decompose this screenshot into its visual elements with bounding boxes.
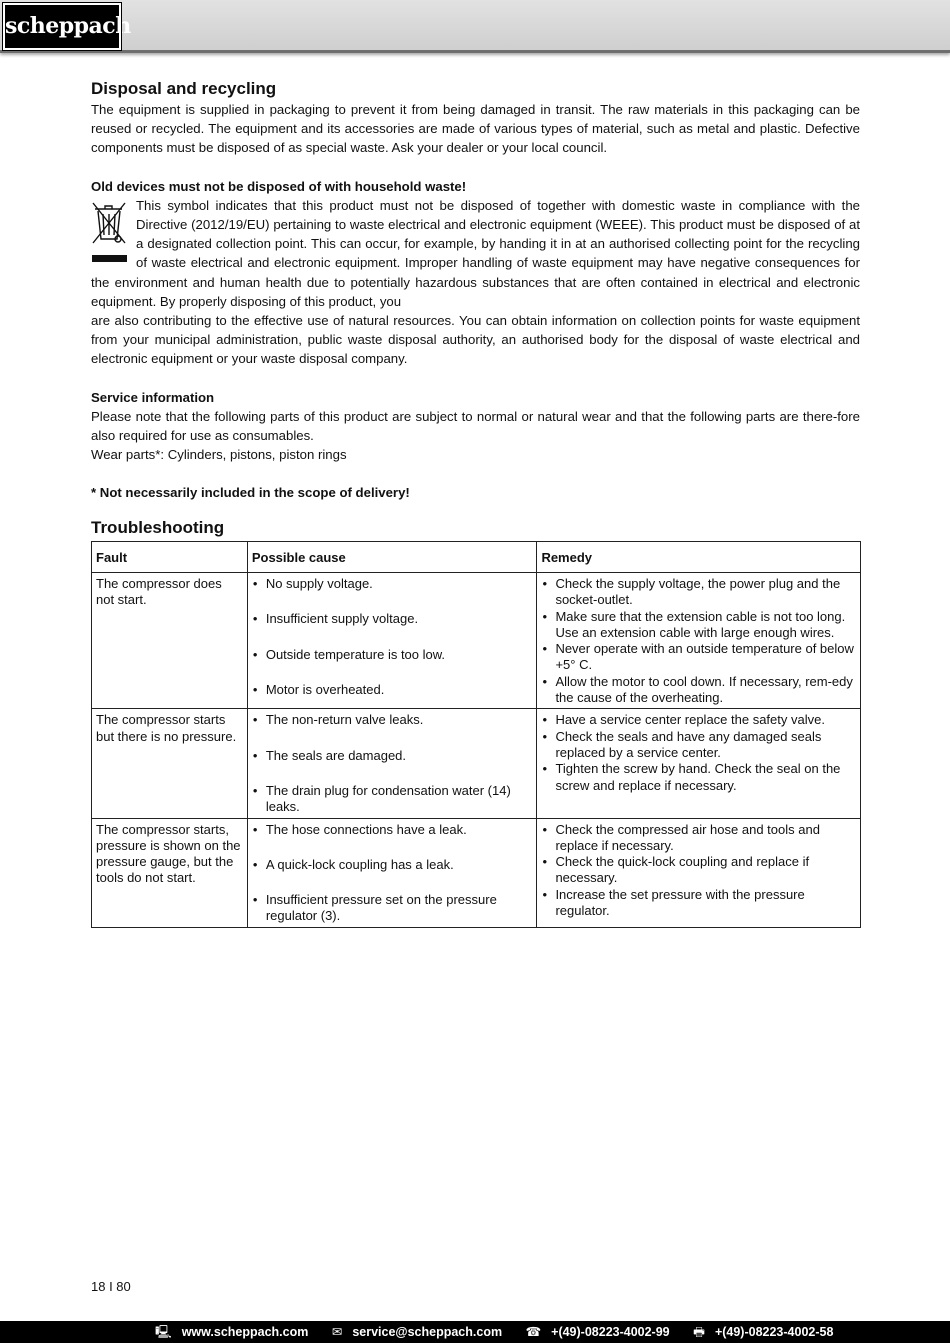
fault-cell: The compressor starts but there is no pressure.	[92, 709, 248, 818]
service-paragraph: Please note that the following parts of this product are subject to normal or natural wear and that the following parts are there-fore also required for use as consumables.	[91, 408, 860, 444]
wear-parts: Wear parts*: Cylinders, pistons, piston rings	[91, 447, 347, 463]
disposal-title: Disposal and recycling	[91, 79, 277, 98]
remedy-item: • Check the quick-lock coupling and replace if necessary.	[541, 854, 856, 887]
service-heading: Service information	[91, 389, 215, 405]
weee-text-continued: are also contributing to the effective use of natural resources. You can obtain information on collection points for waste equipment from your municipal administration, public waste disposal authority, an authorised body for the disposal of waste electrical and electronic equipment or your waste disposal company.	[91, 313, 860, 367]
delivery-note: * Not necessarily included in the scope of delivery!	[91, 485, 410, 501]
remedy-cell	[537, 572, 861, 708]
remedy-cell	[537, 709, 861, 818]
footer-bar	[0, 1321, 950, 1343]
cause-item: • The hose connections have a leak.	[252, 822, 533, 838]
phone-icon: ☎	[525, 1325, 542, 1339]
cause-item: • A quick-lock coupling has a leak.	[252, 857, 533, 873]
table-row	[92, 709, 861, 818]
remedy-item: • Check the compressed air hose and tools and replace if necessary.	[541, 822, 856, 855]
table-header-row	[92, 541, 861, 572]
cause-cell	[247, 818, 537, 927]
crossed-out-wheelie-bin-icon	[91, 196, 128, 263]
troubleshooting-table	[91, 541, 861, 928]
fax-icon: 🖶	[693, 1325, 705, 1339]
remedy-item: • Never operate with an outside temperature of below +5° C.	[541, 641, 856, 674]
footer-phone: +(49)-08223-4002-99	[551, 1325, 670, 1339]
cause-item: • Insufficient pressure set on the pressure regulator (3).	[252, 892, 533, 925]
cause-item: • No supply voltage.	[252, 576, 533, 592]
footer-website-link[interactable]: www.scheppach.com	[181, 1325, 309, 1339]
column-header-remedy: Remedy	[537, 541, 861, 572]
scheppach-logo: scheppach	[3, 3, 121, 50]
disposal-paragraph: The equipment is supplied in packaging to prevent it from being damaged in transit. The raw materials in this packaging can be reused or recycled. The equipment and its accessories are made of various types of material, such as metal and plastic. Defective components must be disposed of as special waste. Ask your dealer or your local council.	[91, 102, 860, 156]
page-number: 18 I 80	[91, 1279, 131, 1294]
email-icon: ✉	[331, 1325, 343, 1339]
cause-item: • The drain plug for condensation water (14) leaks.	[252, 783, 533, 816]
troubleshooting-title: Troubleshooting	[91, 517, 225, 537]
footer-fax: +(49)-08223-4002-58	[714, 1325, 834, 1339]
old-devices-heading: Old devices must not be disposed of with household waste!	[91, 178, 467, 194]
cause-cell	[247, 709, 537, 818]
column-header-cause: Possible cause	[247, 541, 537, 572]
fault-cell: The compressor does not start.	[92, 572, 248, 708]
footer-email-link[interactable]: service@scheppach.com	[352, 1325, 503, 1339]
table-row	[92, 818, 861, 927]
weee-text: This symbol indicates that this product must not be disposed of together with domestic waste in compliance with the Directive (2012/19/EU) pertaining to waste electrical and electronic equipment (WEEE). This product must be disposed of at a designated collection point. This can occur, for example, by handing it in at an authorised collecting point for the recycling of waste electrical and electronic equipment. Improper handling of waste equipment may have negative consequences for the environment and human health due to potentially hazardous substances that are often contained in electrical and electronic equipment. By properly disposing of this product, you	[91, 197, 860, 309]
cause-item: • Motor is overheated.	[252, 682, 533, 698]
column-header-fault: Fault	[92, 541, 248, 572]
remedy-item: • Allow the motor to cool down. If necessary, rem-edy the cause of the overheating.	[541, 674, 856, 707]
remedy-item: • Make sure that the extension cable is not too long. Use an extension cable with large enough wires.	[541, 609, 856, 642]
page-content	[91, 78, 860, 928]
cause-item: • The seals are damaged.	[252, 748, 533, 764]
computer-icon: 🖳	[155, 1325, 172, 1339]
table-row	[92, 572, 861, 708]
weee-block	[91, 196, 860, 369]
remedy-item: • Increase the set pressure with the pressure regulator.	[541, 887, 856, 920]
fault-cell: The compressor starts, pressure is shown on the pressure gauge, but the tools do not start.	[92, 818, 248, 927]
cause-cell	[247, 572, 537, 708]
cause-item: • Insufficient supply voltage.	[252, 611, 533, 627]
cause-item: • The non-return valve leaks.	[252, 712, 533, 728]
header-bar	[0, 0, 950, 53]
remedy-item: • Check the supply voltage, the power plug and the socket-outlet.	[541, 576, 856, 609]
remedy-item: • Tighten the screw by hand. Check the seal on the screw and replace if necessary.	[541, 761, 856, 794]
remedy-item: • Check the seals and have any damaged seals replaced by a service center.	[541, 729, 856, 762]
cause-item: • Outside temperature is too low.	[252, 647, 533, 663]
remedy-cell	[537, 818, 861, 927]
remedy-item: • Have a service center replace the safety valve.	[541, 712, 856, 728]
